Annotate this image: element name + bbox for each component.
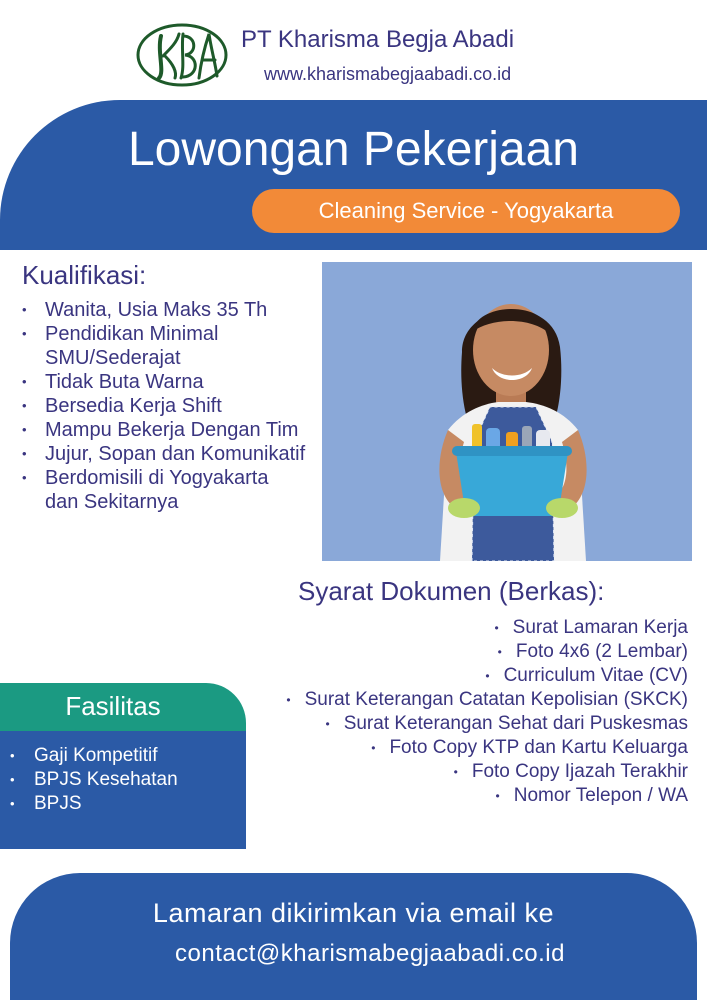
company-website: www.kharismabegjaabadi.co.id	[264, 64, 512, 84]
list-item: • Jujur, Sopan dan Komunikatif	[22, 442, 307, 466]
cleaner-photo	[322, 262, 692, 561]
list-item: • Gaji Kompetitif	[10, 744, 178, 768]
list-item	[286, 664, 688, 688]
list-item-label: Foto 4x6 (2 Lembar)	[515, 641, 688, 663]
company-name: PT Kharisma Begja Abadi	[241, 26, 515, 53]
contact-email[interactable]: contact@kharismabegjaabadi.co.id	[175, 940, 565, 967]
bullet-icon: •	[453, 765, 458, 780]
list-item	[286, 760, 688, 784]
list-item	[286, 688, 688, 712]
bullet-icon: •	[286, 693, 291, 708]
list-item: • BPJS Kesehatan	[10, 768, 178, 792]
bullet-icon: •	[497, 645, 502, 660]
position-badge: Cleaning Service - Yogyakarta	[252, 189, 680, 233]
list-item-label: Surat Lamaran Kerja	[512, 617, 688, 639]
list-item-label: Curriculum Vitae (CV)	[503, 665, 688, 687]
facilities-heading: Fasilitas	[65, 691, 161, 721]
list-item	[286, 784, 688, 808]
list-item	[286, 712, 688, 736]
qualifications-list	[22, 298, 307, 514]
company-logo	[135, 22, 229, 88]
list-item	[286, 640, 688, 664]
footer-banner	[10, 873, 697, 1000]
facilities-list	[10, 744, 178, 816]
list-item	[286, 616, 688, 640]
bullet-icon: •	[495, 789, 500, 804]
list-item: • Tidak Buta Warna	[22, 370, 307, 394]
bullet-icon: •	[485, 669, 490, 684]
list-item-label: Foto Copy Ijazah Terakhir	[471, 761, 688, 783]
list-item: • Wanita, Usia Maks 35 Th	[22, 298, 307, 322]
page-title: Lowongan Pekerjaan	[127, 123, 579, 176]
list-item-label: Surat Keterangan Catatan Kepolisian (SKCK)	[304, 689, 688, 711]
documents-heading: Syarat Dokumen (Berkas):	[298, 576, 605, 606]
list-item: • BPJS	[10, 792, 178, 816]
list-item: • Berdomisili di Yogyakarta dan Sekitarnya	[22, 466, 307, 514]
footer-instruction: Lamaran dikirimkan via email ke	[152, 898, 555, 928]
bullet-icon: •	[371, 741, 376, 756]
list-item-label: Nomor Telepon / WA	[513, 785, 688, 807]
list-item: • Pendidikan Minimal SMU/Sederajat	[22, 322, 307, 370]
list-item-label: Surat Keterangan Sehat dari Puskesmas	[343, 713, 688, 735]
list-item: • Mampu Bekerja Dengan Tim	[22, 418, 307, 442]
documents-list	[286, 616, 688, 808]
list-item	[286, 736, 688, 760]
qualifications-heading: Kualifikasi:	[22, 260, 147, 290]
bullet-icon: •	[325, 717, 330, 732]
list-item-label: Foto Copy KTP dan Kartu Keluarga	[389, 737, 688, 759]
list-item: • Bersedia Kerja Shift	[22, 394, 307, 418]
bullet-icon: •	[494, 621, 499, 635]
